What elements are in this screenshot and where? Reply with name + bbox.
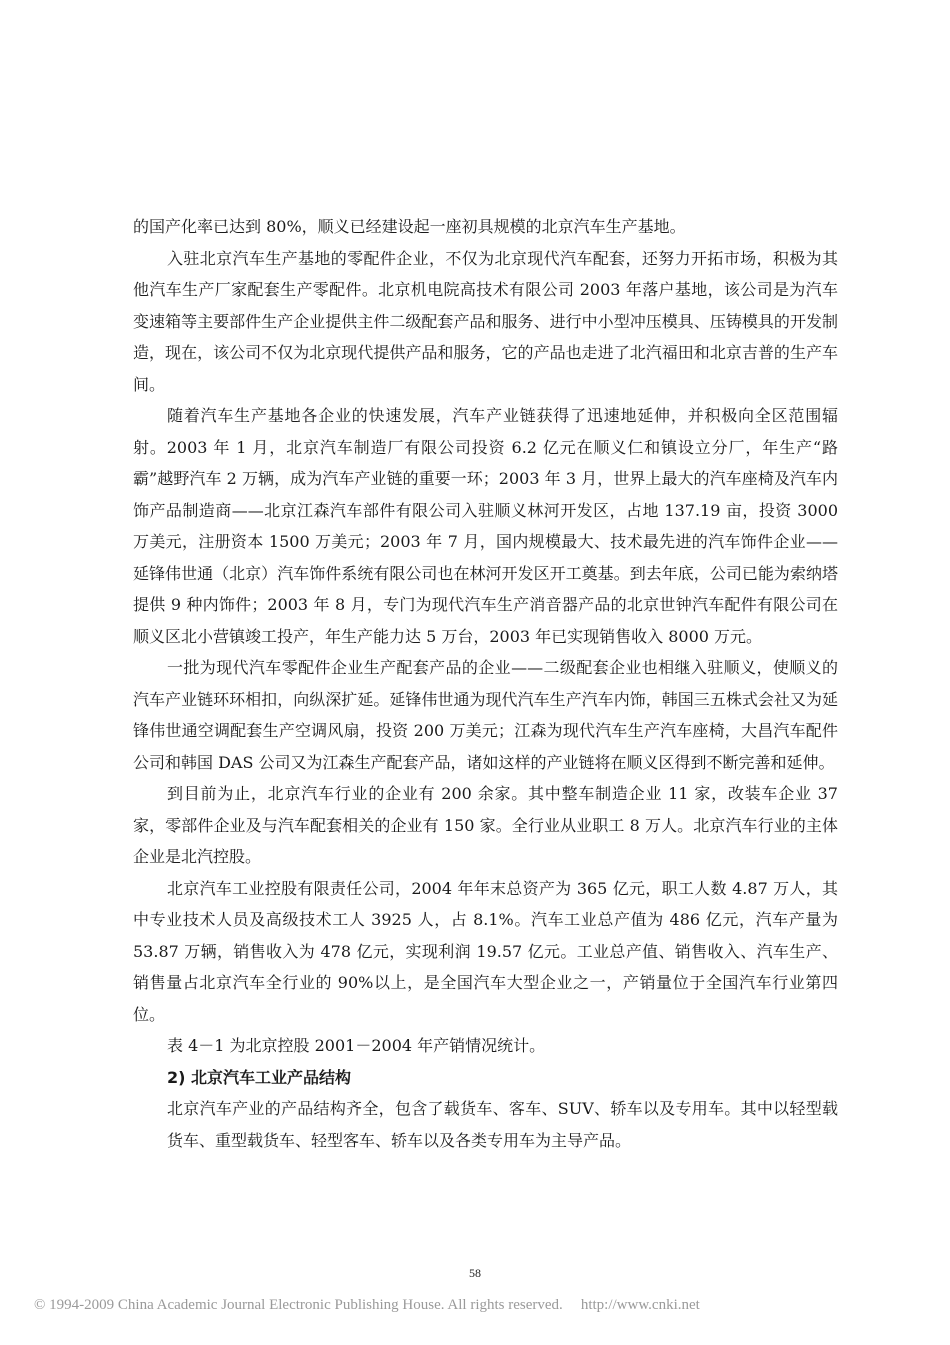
paragraph-baic-holding: 北京汽车工业控股有限责任公司，2004 年年末总资产为 365 亿元，职工人数 4.87 万人，其中专业技术人员及高级技术工人 3925 人，占 8.1%。汽车工业总产值为 486 亿元，汽车产量为 53.87 万辆，销售收入为 478 亿元，实现利润 19.57 亿元。工业总产值、销售收入、汽车生产、销售量占北京汽车全行业的 90%以上，是全国汽车大型企业之一，产销量位于全国汽车行业第四位。 bbox=[133, 878, 838, 1024]
paragraph-secondary-suppliers: 一批为现代汽车零配件企业生产配套产品的企业——二级配套企业也相继入驻顺义，使顺义的汽车产业链环环相扣，向纵深扩延。延锋伟世通为现代汽车生产汽车内饰，韩国三五株式会社又为延锋伟世通空调配套生产空调风扇，投资 200 万美元；江森为现代汽车生产汽车座椅，大昌汽车配件公司和韩国 DAS 公司又为江森生产配套产品，诸如这样的产业链将在顺义区得到不断完善和延伸。 bbox=[133, 658, 838, 772]
paragraph-industry-size: 到目前为止，北京汽车行业的企业有 200 余家。其中整车制造企业 11 家，改装车企业 37 家，零部件企业及与汽车配套相关的企业有 150 家。全行业从业职工 8 万人。北京汽车行业的主体企业是北汽控股。 bbox=[133, 784, 838, 866]
page-number: 58 bbox=[469, 1266, 481, 1280]
copyright-text: © 1994-2009 China Academic Journal Electronic Publishing House. All rights reserved. bbox=[34, 1297, 563, 1313]
paragraph-industry-chain: 随着汽车生产基地各企业的快速发展，汽车产业链获得了迅速地延伸，并积极向全区范围辐射。2003 年 1 月，北京汽车制造厂有限公司投资 6.2 亿元在顺义仁和镇设立分厂，年生产“路霸”越野汽车 2 万辆，成为汽车产业链的重要一环；2003 年 3 月，世界上最大的汽车座椅及汽车内饰产品制造商——北京江森汽车部件有限公司入驻顺义林河开发区，占地 137.19 亩，投资 3000 万美元，注册资本 1500 万美元；2003 年 7 月，国内规模最大、技术最先进的汽车饰件企业——延锋伟世通（北京）汽车饰件系统有限公司也在林河开发区开工奠基。到去年底，公司已能为索纳塔提供 9 种内饰件；2003 年 8 月，专门为现代汽车生产消音器产品的北京世钟汽车配件有限公司在顺义区北小营镇竣工投产，年生产能力达 5 万台，2003 年已实现销售收入 8000 万元。 bbox=[133, 406, 838, 646]
section-heading: 2) 北京汽车工业产品结构 bbox=[167, 1067, 352, 1087]
body-text bbox=[133, 211, 838, 1156]
footer-url: http://www.cnki.net bbox=[580, 1297, 700, 1313]
paragraph-parts-suppliers: 入驻北京汽车生产基地的零配件企业，不仅为北京现代汽车配套，还努力开拓市场，积极为其他汽车生产厂家配套生产零配件。北京机电院高技术有限公司 2003 年落户基地，该公司是为汽车变速箱等主要部件生产企业提供主件二级配套产品和服务、进行中小型冲压模具、压铸模具的开发制造，现在，该公司不仅为北京现代提供产品和服务，它的产品也走进了北汽福田和北京吉普的生产车间。 bbox=[133, 248, 838, 394]
copyright-footer bbox=[34, 1297, 914, 1314]
paragraph-continuation: 的国产化率已达到 80%，顺义已经建设起一座初具规模的北京汽车生产基地。 bbox=[133, 217, 686, 236]
paragraph-table-reference: 表 4－1 为北京控股 2001－2004 年产销情况统计。 bbox=[167, 1036, 546, 1055]
paragraph-product-structure: 北京汽车产业的产品结构齐全，包含了载货车、客车、SUV、轿车以及专用车。其中以轻型载货车、重型载货车、轻型客车、轿车以及各类专用车为主导产品。 bbox=[167, 1099, 838, 1150]
